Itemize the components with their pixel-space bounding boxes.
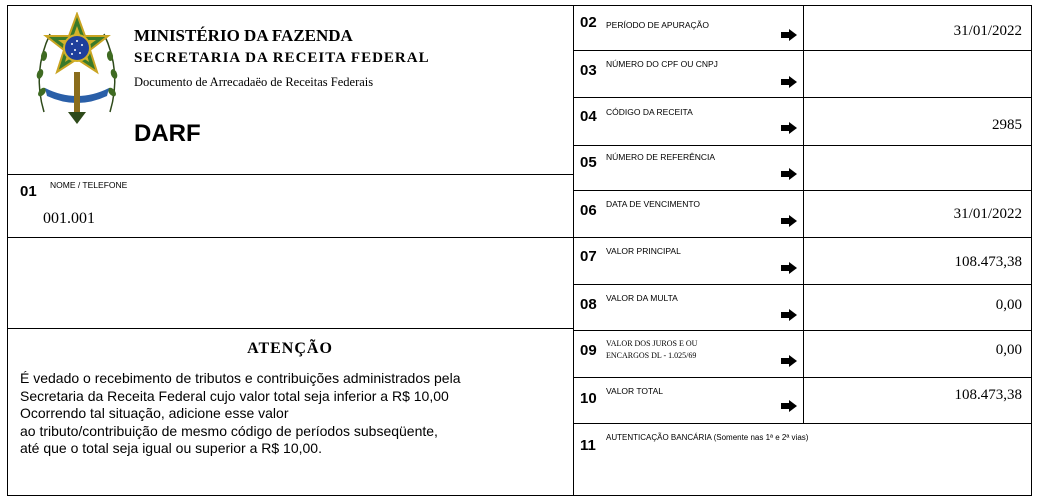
field-label: NOME / TELEFONE <box>50 180 128 190</box>
right-arrow-icon <box>781 29 797 41</box>
field-number: 09 <box>580 342 597 359</box>
field-value: 0,00 <box>995 342 1022 358</box>
field-number: 10 <box>580 390 597 407</box>
attention-title: ATENÇÃO <box>247 340 333 357</box>
right-arrow-icon <box>781 168 797 180</box>
field-label: VALOR TOTAL <box>606 386 664 396</box>
secretariat-name: SECRETARIA DA RECEITA FEDERAL <box>134 50 430 66</box>
attention-line: até que o total seja igual ou superior a R$ 10,00. <box>20 440 322 456</box>
field-label: NÚMERO DE REFERÊNCIA <box>606 152 716 162</box>
field-label: PERÍODO DE APURAÇÃO <box>606 20 709 30</box>
field-label: AUTENTICAÇÃO BANCÁRIA (Somente nas 1ª e 2ª vias) <box>606 433 809 442</box>
divider <box>573 377 1032 378</box>
attention-line: É vedado o recebimento de tributos e contribuições administrados pela <box>20 370 461 386</box>
field-value: 31/01/2022 <box>953 206 1022 222</box>
field-number: 01 <box>20 183 37 200</box>
divider <box>573 423 1032 424</box>
divider <box>573 145 1032 146</box>
divider <box>7 174 573 175</box>
right-arrow-icon <box>781 355 797 367</box>
right-arrow-icon <box>781 400 797 412</box>
field-label-line: VALOR DOS JUROS E OU <box>606 339 698 348</box>
value-column-divider <box>803 5 804 423</box>
right-arrow-icon <box>781 309 797 321</box>
field-value: 2985 <box>992 117 1022 133</box>
field-label: CÓDIGO DA RECEITA <box>606 107 693 117</box>
brazil-coat-of-arms-icon <box>30 12 124 132</box>
right-arrow-icon <box>781 122 797 134</box>
field-label: DATA DE VENCIMENTO <box>606 199 700 209</box>
divider <box>573 237 1032 238</box>
field-label-line: ENCARGOS DL - 1.025/69 <box>606 351 697 360</box>
divider <box>573 330 1032 331</box>
right-arrow-icon <box>781 76 797 88</box>
field-number: 05 <box>580 154 597 171</box>
attention-line: Secretaria da Receita Federal cujo valor total seja inferior a R$ 10,00 <box>20 387 449 404</box>
field-value: 0,00 <box>995 297 1022 313</box>
field-number: 06 <box>580 202 597 219</box>
field-number: 02 <box>580 14 597 31</box>
divider <box>7 328 573 329</box>
attention-text <box>20 370 460 458</box>
field-label: VALOR PRINCIPAL <box>606 246 681 256</box>
page-title: DARF <box>134 120 201 147</box>
field-value: 108.473,38 <box>954 254 1022 270</box>
field-label: VALOR DA MULTA <box>606 293 678 303</box>
attention-line: Ocorrendo tal situação, adicione esse valor <box>20 405 289 421</box>
field-label: NÚMERO DO CPF OU CNPJ <box>606 59 718 69</box>
right-arrow-icon <box>781 215 797 227</box>
field-number: 04 <box>580 108 597 125</box>
divider <box>7 237 573 238</box>
document-name: Documento de Arrecadaëo de Receitas Federais <box>134 75 374 89</box>
field-value: 108.473,38 <box>954 387 1022 403</box>
field-number: 07 <box>580 248 597 265</box>
ministry-name: MINISTÉRIO DA FAZENDA <box>134 26 353 45</box>
field-label <box>606 338 697 362</box>
name-phone-value: 001.001 <box>43 210 95 227</box>
divider <box>573 190 1032 191</box>
field-number: 03 <box>580 62 597 79</box>
attention-line: ao tributo/contribuição de mesmo código de períodos subseqüente, <box>20 422 438 439</box>
divider <box>573 50 1032 51</box>
divider <box>573 97 1032 98</box>
right-arrow-icon <box>781 262 797 274</box>
field-value: 31/01/2022 <box>953 23 1022 39</box>
field-number: 08 <box>580 296 597 313</box>
divider <box>573 284 1032 285</box>
field-number: 11 <box>580 437 596 454</box>
